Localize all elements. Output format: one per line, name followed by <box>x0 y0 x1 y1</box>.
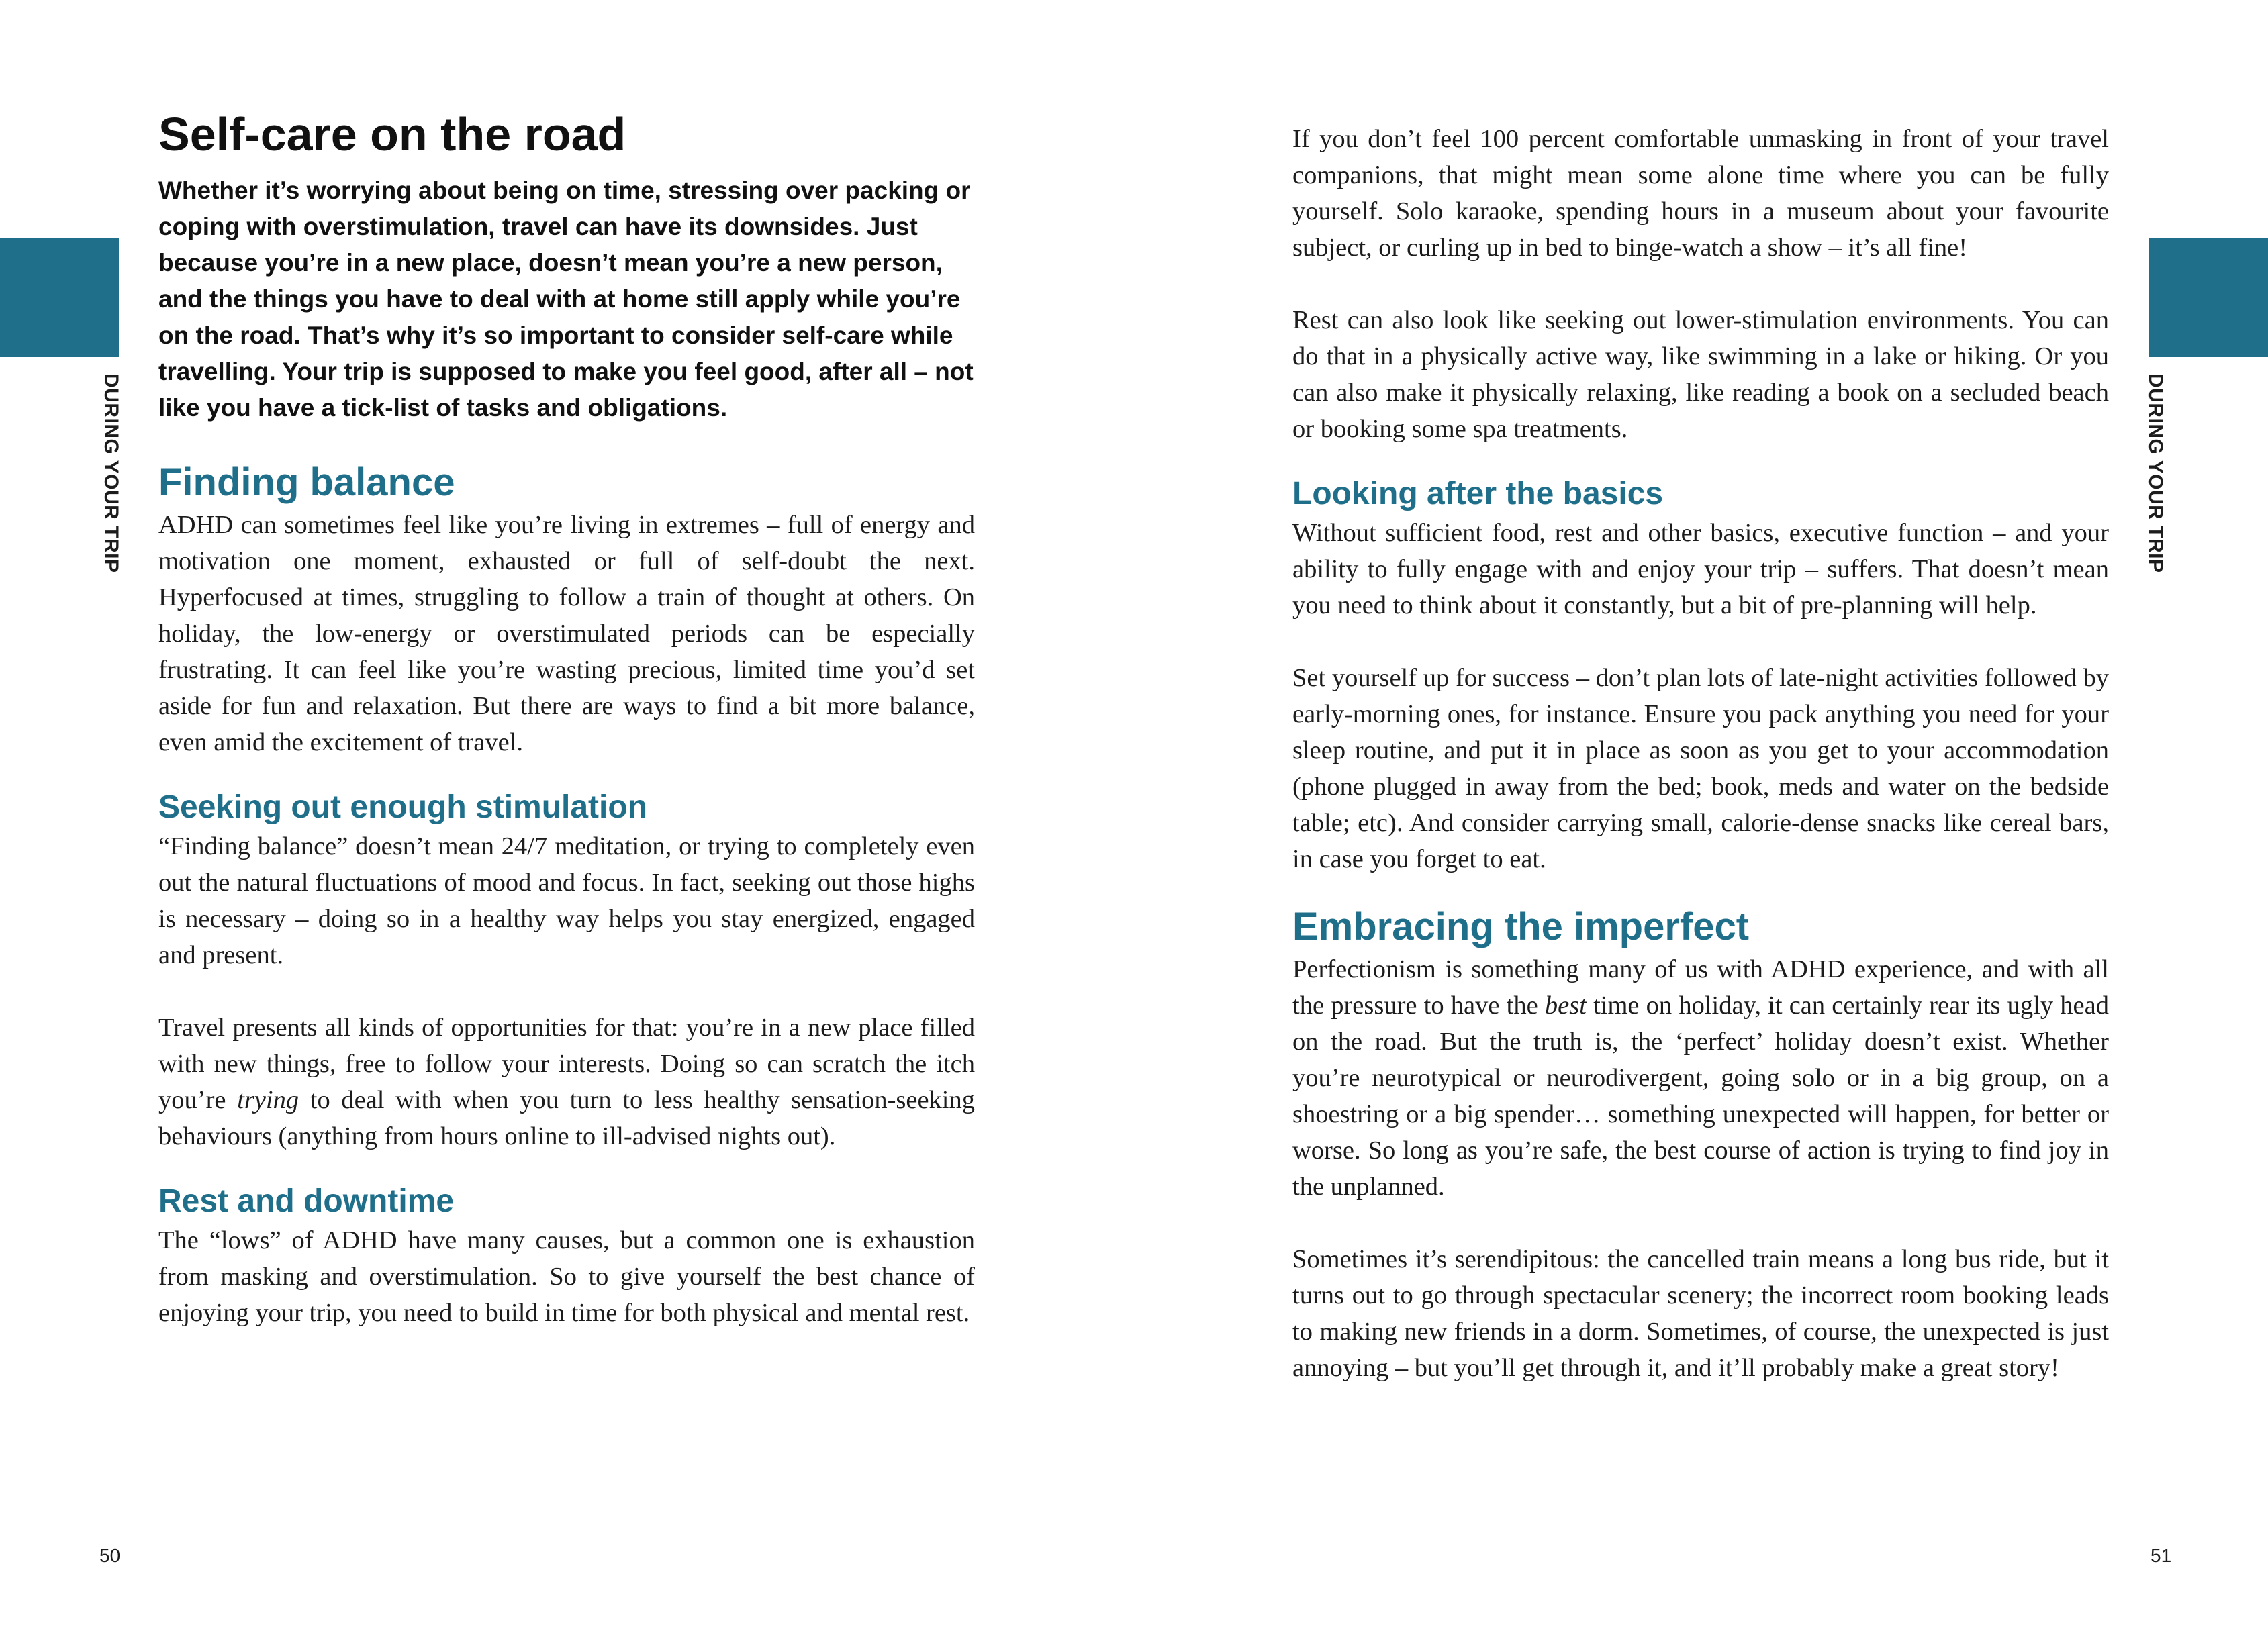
paragraph-text: Perfectionism is something many of us with ADHD experience, and with all the pressure to have the <box>1292 954 2109 1020</box>
heading-rest-downtime: Rest and downtime <box>158 1183 455 1219</box>
paragraph-basics-2: Set yourself up for success – don’t plan lots of late-night activities followed by early-morning ones, for instance. Ensure you pack anything you need for your sleep routine, and put it in place as soon as you get to your accommodation (phone plugged in away from the bed; book, meds and water on the bedside table; etc). And consider carrying small, calorie-dense snacks like cereal bars, in case you forget to eat. <box>1292 664 2109 874</box>
running-section-label: DURING YOUR TRIP <box>100 373 122 573</box>
right-text-column <box>1292 121 2109 1386</box>
paragraph-rest-1: The “lows” of ADHD have many causes, but a common one is exhaustion from masking and overstimulation. So to give yourself the best chance of enjoying your trip, you need to build in time for both physical and mental rest. <box>158 1226 975 1328</box>
paragraph-stimulation-1: “Finding balance” doesn’t mean 24/7 meditation, or trying to completely even out the natural fluctuations of mood and focus. In fact, seeking out those highs is necessary – doing so in a healthy way helps you stay energized, engaged and present. <box>158 832 975 969</box>
heading-finding-balance: Finding balance <box>158 460 455 504</box>
paragraph-rest-3: Rest can also look like seeking out lower-stimulation environments. You can do that in a physically active way, like swimming in a lake or hiking. Or you can also make it physically relaxing, like reading a book on a secluded beach or booking some spa treatments. <box>1292 306 2109 443</box>
heading-seeking-stimulation: Seeking out enough stimulation <box>158 789 648 825</box>
emphasis-text: best <box>1544 991 1587 1020</box>
paragraph-text: Travel presents all kinds of opportunities for that: you’re in a new place filled with new things, free to follow your interests. Doing so can scratch the itch you’re <box>158 1013 975 1114</box>
paragraph-basics-1: Without sufficient food, rest and other basics, executive function – and your ability to fully engage with and enjoy your trip – suffers. That doesn’t mean you need to think about it constantly, but a bit of pre-planning will help. <box>1292 519 2109 620</box>
emphasis-text: trying <box>237 1085 299 1114</box>
heading-embracing-imperfect: Embracing the imperfect <box>1292 905 1750 949</box>
paragraph-text: to deal with when you turn to less healthy sensation-seeking behaviours (anything from hours online to ill-advised nights out). <box>158 1085 976 1150</box>
chapter-tab-marker <box>0 238 119 357</box>
paragraph-stimulation-2 <box>158 1010 975 1154</box>
page-title: Self-care on the road <box>158 108 626 160</box>
paragraph-imperfect-1 <box>1292 951 2109 1205</box>
right-page <box>1134 0 2268 1625</box>
intro-paragraph: Whether it’s worrying about being on time, stressing over packing or coping with overstimulation, travel can have its downsides. Just because you’re in a new place, doesn’t mean you’re a new person, and the things you have to deal with at home still apply while you’re on the road. That’s why it’s so important to consider self-care while travelling. Your trip is supposed to make you feel good, after all – not like you have a tick-list of tasks and obligations. <box>158 177 974 422</box>
paragraph-rest-2: If you don’t feel 100 percent comfortable unmasking in front of your travel companions, that might mean some alone time where you can be fully yourself. Solo karaoke, spending hours in a museum about your favourite subject, or curling up in bed to binge-watch a show – it’s all fine! <box>1292 125 2109 262</box>
page-number: 50 <box>99 1545 121 1566</box>
heading-looking-after-basics: Looking after the basics <box>1292 476 1664 511</box>
running-section-label: DURING YOUR TRIP <box>2144 373 2167 573</box>
paragraph-text: time on holiday, it can certainly rear its ugly head on the road. But the truth is, the ‘perfect’ holiday doesn’t exist. Whether you’re neurotypical or neurodivergent, going solo or in a big group, on a shoestring or a big spender… something unexpected will happen, for better or worse. So long as you’re safe, the best course of action is trying to find joy in the unplanned. <box>1292 991 2109 1201</box>
chapter-tab-marker <box>2149 238 2268 357</box>
page-number: 51 <box>2151 1545 2172 1566</box>
paragraph-finding-balance: ADHD can sometimes feel like you’re living in extremes – full of energy and motivation one moment, exhausted or full of self-doubt the next. Hyperfocused at times, struggling to follow a train of thought at others. On holiday, the low-energy or overstimulated periods can be especially frustrating. It can feel like you’re wasting precious, limited time you’d set aside for fun and relaxation. But there are ways to find a bit more balance, even amid the excitement of travel. <box>158 510 975 756</box>
paragraph-imperfect-2: Sometimes it’s serendipitous: the cancelled train means a long bus ride, but it turns out to go through spectacular scenery; the incorrect room booking leads to making new friends in a dorm. Sometimes, of course, the unexpected is just annoying – but you’ll get through it, and it’ll probably make a great story! <box>1292 1244 2109 1382</box>
left-text-column <box>158 109 975 1331</box>
